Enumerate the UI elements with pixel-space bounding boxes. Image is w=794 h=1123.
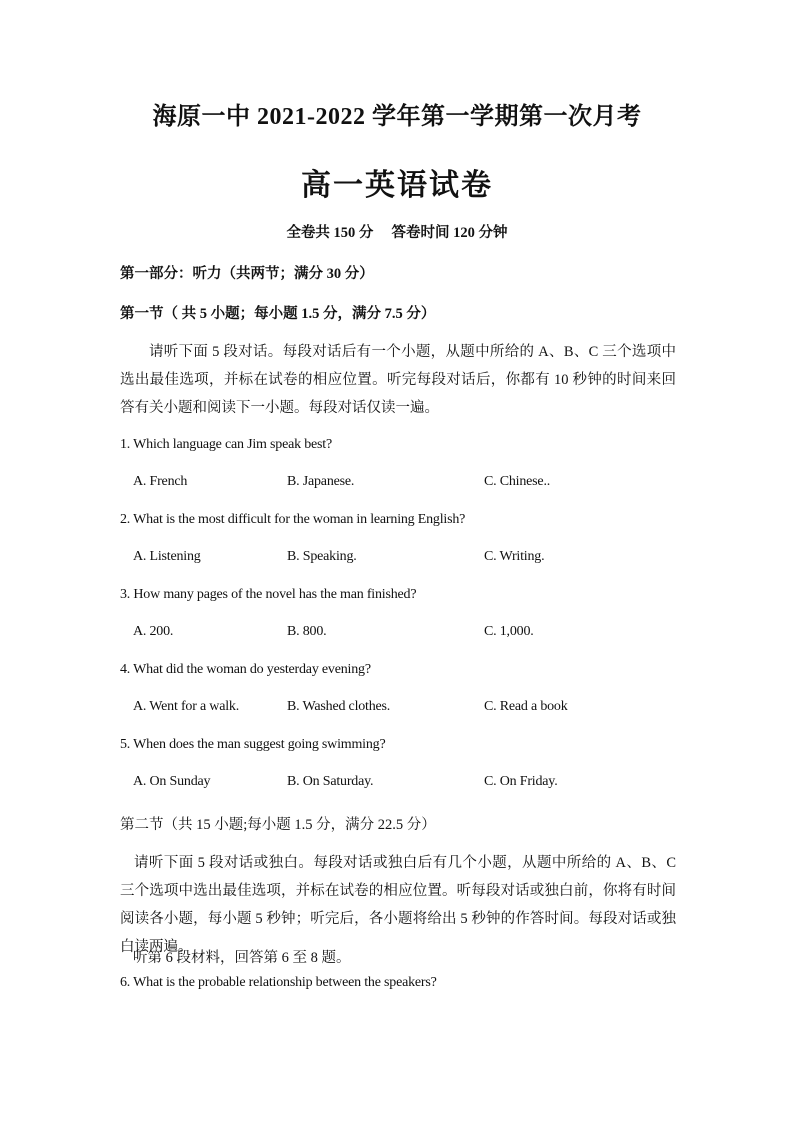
section1-instructions: 请听下面 5 段对话。每段对话后有一个小题，从题中所给的 A、B、C 三个选项中选出最佳选项，并标在试卷的相应位置。听完每段对话后，你都有 10 秒钟的时间来回答有关小题和阅读下一小题。每段对话仅读一遍。 <box>120 344 676 416</box>
question-3-option-c: C. 1,000. <box>484 624 534 639</box>
section2-instructions: 请听下面 5 段对话或独白。每段对话或独白后有几个小题，从题中所给的 A、B、C 三个选项中选出最佳选项，并标在试卷的相应位置。听每段对话或独白前，你将有时间阅读各小题，每小题 5 秒钟；听完后，各小题将给出 5 秒钟的作答时间。每段对话或独白读两遍。 <box>120 855 676 955</box>
question-3-option-b: B. 800. <box>287 624 327 639</box>
question-1-option-b: B. Japanese. <box>287 474 355 489</box>
question-1-option-c: C. Chinese.. <box>484 474 551 489</box>
section2-heading: 第二节（共 15 小题;每小题 1.5 分，满分 22.5 分） <box>120 817 436 833</box>
exam-subtitle: 高一英语试卷 <box>301 169 493 202</box>
question-1-option-a: A. French <box>133 474 188 489</box>
exam-meta: 全卷共 150 分 答卷时间 120 分钟 <box>286 225 508 241</box>
question-3-option-a: A. 200. <box>133 624 174 639</box>
question-6-stem: 6. What is the probable relationship between the speakers? <box>120 975 437 990</box>
question-3-stem: 3. How many pages of the novel has the man finished? <box>120 587 417 602</box>
part1-heading: 第一部分：听力（共两节；满分 30 分） <box>120 266 374 282</box>
section1-heading: 第一节（ 共 5 小题；每小题 1.5 分，满分 7.5 分） <box>120 306 436 322</box>
question-4-stem: 4. What did the woman do yesterday evening? <box>120 662 371 677</box>
question-4-option-c: C. Read a book <box>484 699 568 714</box>
question-4-option-a: A. Went for a walk. <box>133 699 240 714</box>
question-5-option-b: B. On Saturday. <box>287 774 374 789</box>
question-2-option-a: A. Listening <box>133 549 201 564</box>
question-1-stem: 1. Which language can Jim speak best? <box>120 437 332 452</box>
question-2-option-c: C. Writing. <box>484 549 545 564</box>
question-2-option-b: B. Speaking. <box>287 549 357 564</box>
question-4-option-b: B. Washed clothes. <box>287 699 391 714</box>
question-5-option-c: C. On Friday. <box>484 774 558 789</box>
exam-title: 海原一中 2021-2022 学年第一学期第一次月考 <box>152 104 642 130</box>
question-2-stem: 2. What is the most difficult for the woman in learning English? <box>120 512 466 527</box>
question-5-option-a: A. On Sunday <box>133 774 211 789</box>
section2-note: 听第 6 段材料，回答第 6 至 8 题。 <box>133 950 351 966</box>
question-5-stem: 5. When does the man suggest going swimming? <box>120 737 386 752</box>
